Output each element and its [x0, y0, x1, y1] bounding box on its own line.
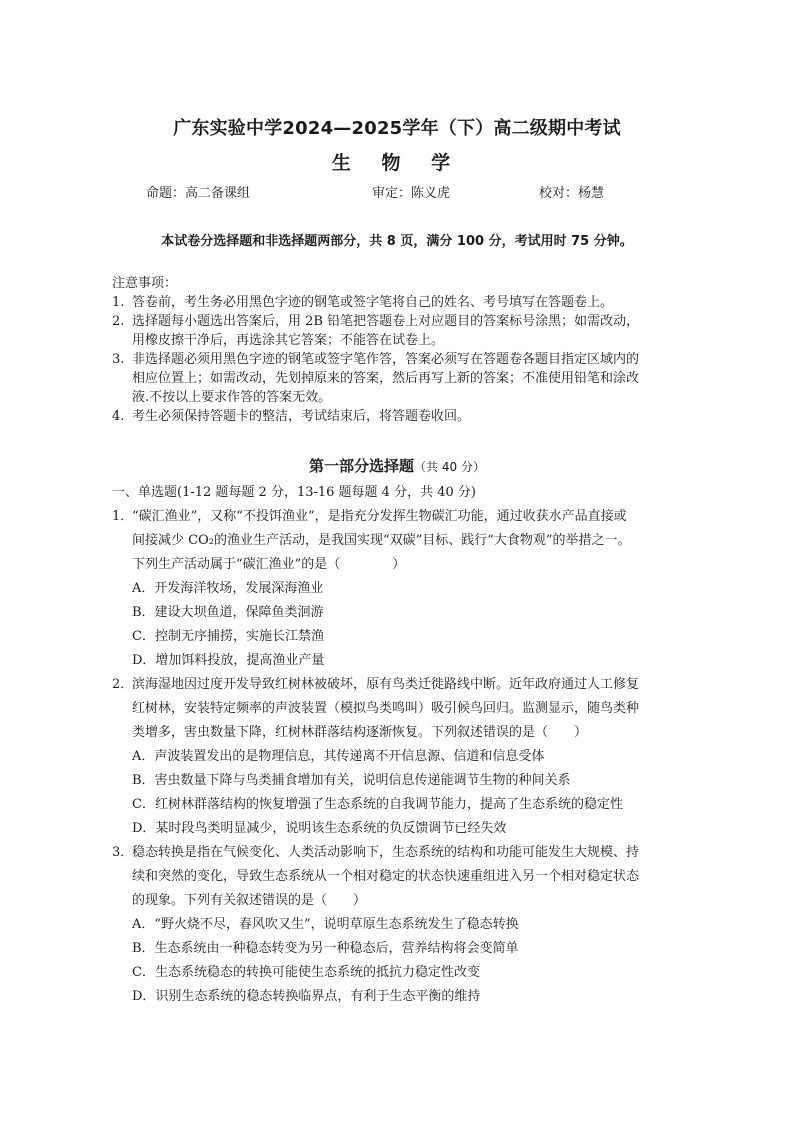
- option-a: A．声波装置发出的是物理信息，其传递离不开信息源、信道和信息受体: [132, 749, 545, 764]
- option-d: D．某时段鸟类明显减少，说明该生态系统的负反馈调节已经失效: [132, 821, 507, 836]
- note-number: 1.: [112, 295, 125, 310]
- note-line: 非选择题必须用黑色字迹的钢笔或签字笔作答，答案必须写在答题卷各题目指定区域内的: [132, 352, 640, 367]
- question-line: 类增多，害虫数量下降，红树林群落结构逐渐恢复。下列叙述错误的是（ ）: [132, 725, 588, 740]
- option-b: B．建设大坝鱼道，保障鱼类洄游: [132, 605, 324, 620]
- note-number: 3.: [112, 352, 125, 367]
- option-b: B．害虫数量下降与鸟类捕食增加有关，说明信息传递能调节生物的种间关系: [132, 773, 571, 788]
- note-line: 答卷前，考生务必用黑色字迹的钢笔或签字笔将自己的姓名、考号填写在答题卷上。: [132, 295, 614, 310]
- question-line: 下列生产活动属于“碳汇渔业”的是（ ）: [132, 557, 406, 572]
- note-line: 选择题每小题选出答案后，用 2B 铅笔把答题卷上对应题目的答案标号涂黑；如需改动，: [132, 314, 640, 329]
- note-item: [112, 407, 692, 426]
- option-c: C．控制无序捕捞，实施长江禁渔: [132, 629, 324, 644]
- note-line: 用橡皮擦干净后，再选涂其它答案；不能答在试卷上。: [132, 333, 445, 348]
- part-label: 一、单选题(1-12 题每题 2 分，13-16 题每题 4 分，共 40 分): [112, 485, 476, 500]
- proofreader-credit: 校对：杨慧: [539, 186, 605, 201]
- option-d: D．增加饵料投放，提高渔业产量: [132, 653, 325, 668]
- option-b: B．生态系统由一种稳态转变为另一种稳态后，营养结构将会变简单: [132, 941, 519, 956]
- setter-credit: 命题：高二备课组: [146, 186, 251, 201]
- question-2: [112, 673, 686, 841]
- option-c: C．生态系统稳态的转换可能使生态系统的抵抗力稳定性改变: [132, 965, 480, 980]
- option-c: C．红树林群落结构的恢复增强了生态系统的自我调节能力，提高了生态系统的稳定性: [132, 797, 623, 812]
- option-d: D．识别生态系统的稳态转换临界点，有利于生态平衡的维持: [132, 989, 481, 1004]
- reviewer-credit: 审定：陈义虎: [372, 186, 451, 201]
- question-line: 滨海湿地因过度开发导致红树林被破坏，原有鸟类迁徙路线中断。近年政府通过人工修复: [132, 677, 640, 692]
- question-line: 红树林，安装特定频率的声波装置（模拟鸟类鸣叫）吸引候鸟回归。监测显示，随鸟类种: [132, 701, 640, 716]
- question-line: 间接减少 CO₂的渔业生产活动，是我国实现“双碳”目标、践行“大食物观”的举措之一。: [132, 533, 631, 548]
- question-1: [112, 505, 686, 673]
- notes-block: [112, 274, 692, 426]
- question-3: [112, 841, 686, 1009]
- note-number: 2.: [112, 314, 125, 329]
- question-line: 续和突然的变化，导致生态系统从一个相对稳定的状态快速重组进入另一个相对稳定状态: [132, 869, 640, 884]
- note-item: [112, 350, 692, 407]
- option-a: A．“野火烧不尽，春风吹又生”，说明草原生态系统发生了稳态转换: [132, 917, 519, 932]
- question-area: [112, 481, 686, 1009]
- question-line: “碳汇渔业”，又称“不投饵渔业”，是指充分发挥生物碳汇功能，通过收获水产品直接或: [132, 509, 627, 524]
- question-number: 3．: [112, 845, 134, 860]
- question-number: 2．: [112, 677, 134, 692]
- note-item: [112, 312, 692, 350]
- question-line: 的现象。下列有关叙述错误的是（ ）: [132, 893, 367, 908]
- notes-title: 注意事项：: [112, 276, 178, 291]
- exam-intro: 本试卷分选择题和非选择题两部分，共 8 页，满分 100 分，考试用时 75 分钟。: [161, 234, 633, 249]
- section-subtitle: （共 40 分）: [414, 460, 485, 474]
- note-line: 液.不按以上要求作答的答案无效。: [132, 390, 332, 405]
- option-a: A．开发海洋牧场，发展深海渔业: [132, 581, 324, 596]
- note-item: [112, 293, 692, 312]
- question-line: 稳态转换是指在气候变化、人类活动影响下，生态系统的结构和功能可能发生大规模、持: [132, 845, 640, 860]
- section-heading: [0, 455, 794, 476]
- section-title: 第一部分选择题: [309, 457, 415, 475]
- question-number: 1．: [112, 509, 134, 524]
- exam-title: 广东实验中学2024—2025学年（下）高二级期中考试: [173, 118, 621, 139]
- note-line: 相应位置上；如需改动，先划掉原来的答案，然后再写上新的答案；不准使用铅笔和涂改: [132, 371, 640, 386]
- note-line: 考生必须保持答题卡的整洁，考试结束后，将答题卷收回。: [132, 409, 471, 424]
- note-number: 4.: [112, 409, 125, 424]
- subject-title: 生 物 学: [331, 152, 463, 174]
